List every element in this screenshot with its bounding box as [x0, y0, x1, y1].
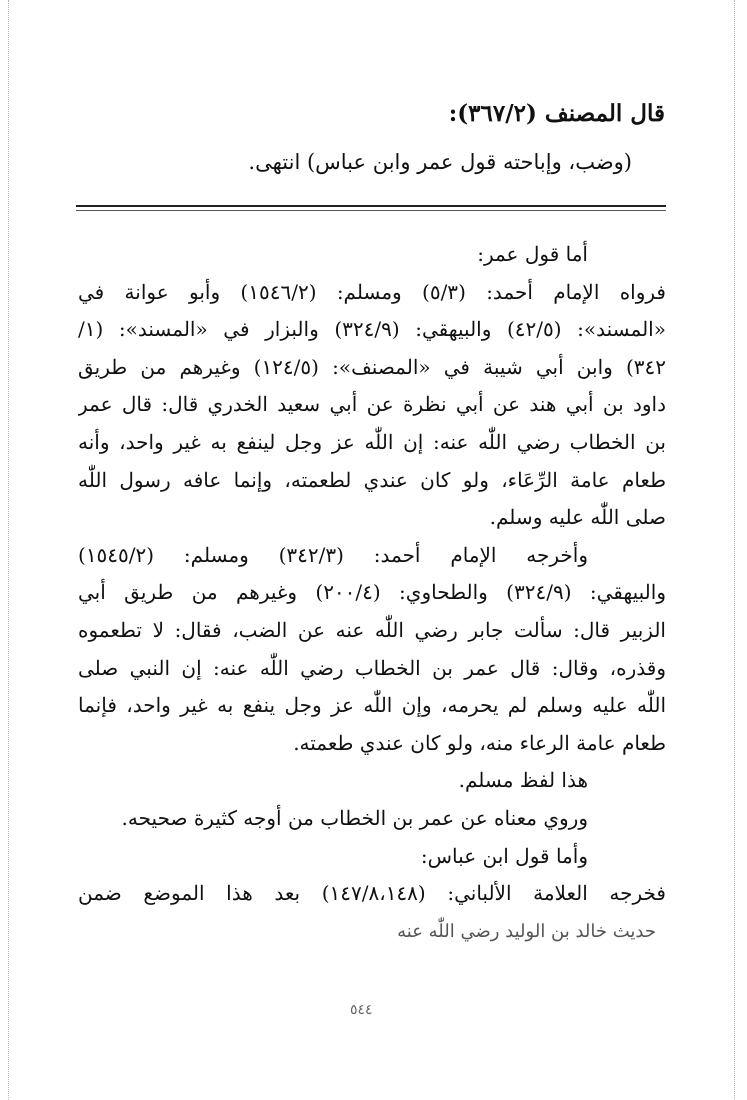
divider-thick	[76, 205, 666, 207]
scan-edge-left	[8, 0, 9, 1100]
text-line: «المسند»: (٤٢/٥) والبيهقي: (٣٢٤/٩) والبزار في «المسند»: (١/	[78, 317, 666, 342]
quoted-text: (وضب، وإباحته قول عمر وابن عباس) انتهى.	[248, 150, 632, 174]
section-heading: قال المصنف (٣٦٧/٢):	[448, 100, 665, 127]
divider-thin	[76, 210, 666, 211]
text-line: أما قول عمر:	[477, 242, 588, 266]
text-line: وروي معناه عن عمر بن الخطاب من أوجه كثيرة صحيحه.	[121, 805, 588, 830]
text-line: ٣٤٢) وابن أبي شيبة في «المصنف»: (١٢٤/٥) وغيرهم من طريق	[78, 354, 666, 379]
text-line: داود بن أبي هند عن أبي نظرة عن أبي سعيد الخدري قال: قال عمر	[78, 392, 666, 417]
body-text	[78, 236, 666, 950]
text-line: وأما قول ابن عباس:	[420, 843, 588, 868]
text-line: وقذره، وقال: قال عمر بن الخطاب رضي اللّٰه عنه: إن النبي صلى	[78, 655, 666, 680]
text-line: اللّٰه عليه وسلم لم يحرمه، وإن اللّٰه عز وجل ينفع به غير واحد، فإنما	[78, 693, 666, 718]
text-line: صلى اللّٰه عليه وسلم.	[489, 505, 666, 530]
text-line: الزبير قال: سألت جابر رضي اللّٰه عنه عن الضب، فقال: لا تطعموه	[78, 617, 666, 642]
text-line: حديث خالد بن الوليد رضي اللّٰه عنه	[397, 920, 656, 942]
text-line: فرواه الإمام أحمد: (٥/٣) ومسلم: (١٥٤٦/٢) وأبو عوانة في	[78, 279, 666, 304]
text-line: فخرجه العلامة الألباني: (١٤٧/٨،١٤٨) بعد هذا الموضع ضمن	[78, 881, 666, 906]
text-line: هذا لفظ مسلم.	[458, 768, 588, 793]
scan-edge-right	[734, 0, 735, 1100]
text-line: طعام عامة الرعاء منه، ولو كان عندي طعمته.	[293, 730, 666, 755]
text-line: والبيهقي: (٣٢٤/٩) والطحاوي: (٢٠٠/٤) وغيرهم من طريق أبي	[78, 580, 666, 605]
text-line: وأخرجه الإمام أحمد: (٣٤٢/٣) ومسلم: (١٥٤٥/٢)	[78, 542, 589, 567]
text-line: بن الخطاب رضي اللّٰه عنه: إن اللّٰه عز وجل لينفع به غير واحد، وأنه	[78, 429, 666, 454]
page-number: ٥٤٤	[350, 1002, 373, 1018]
text-line: طعام عامة الرِّعَاء، ولو كان عندي لطعمته، وإنما عافه رسول اللّٰه	[78, 467, 666, 492]
